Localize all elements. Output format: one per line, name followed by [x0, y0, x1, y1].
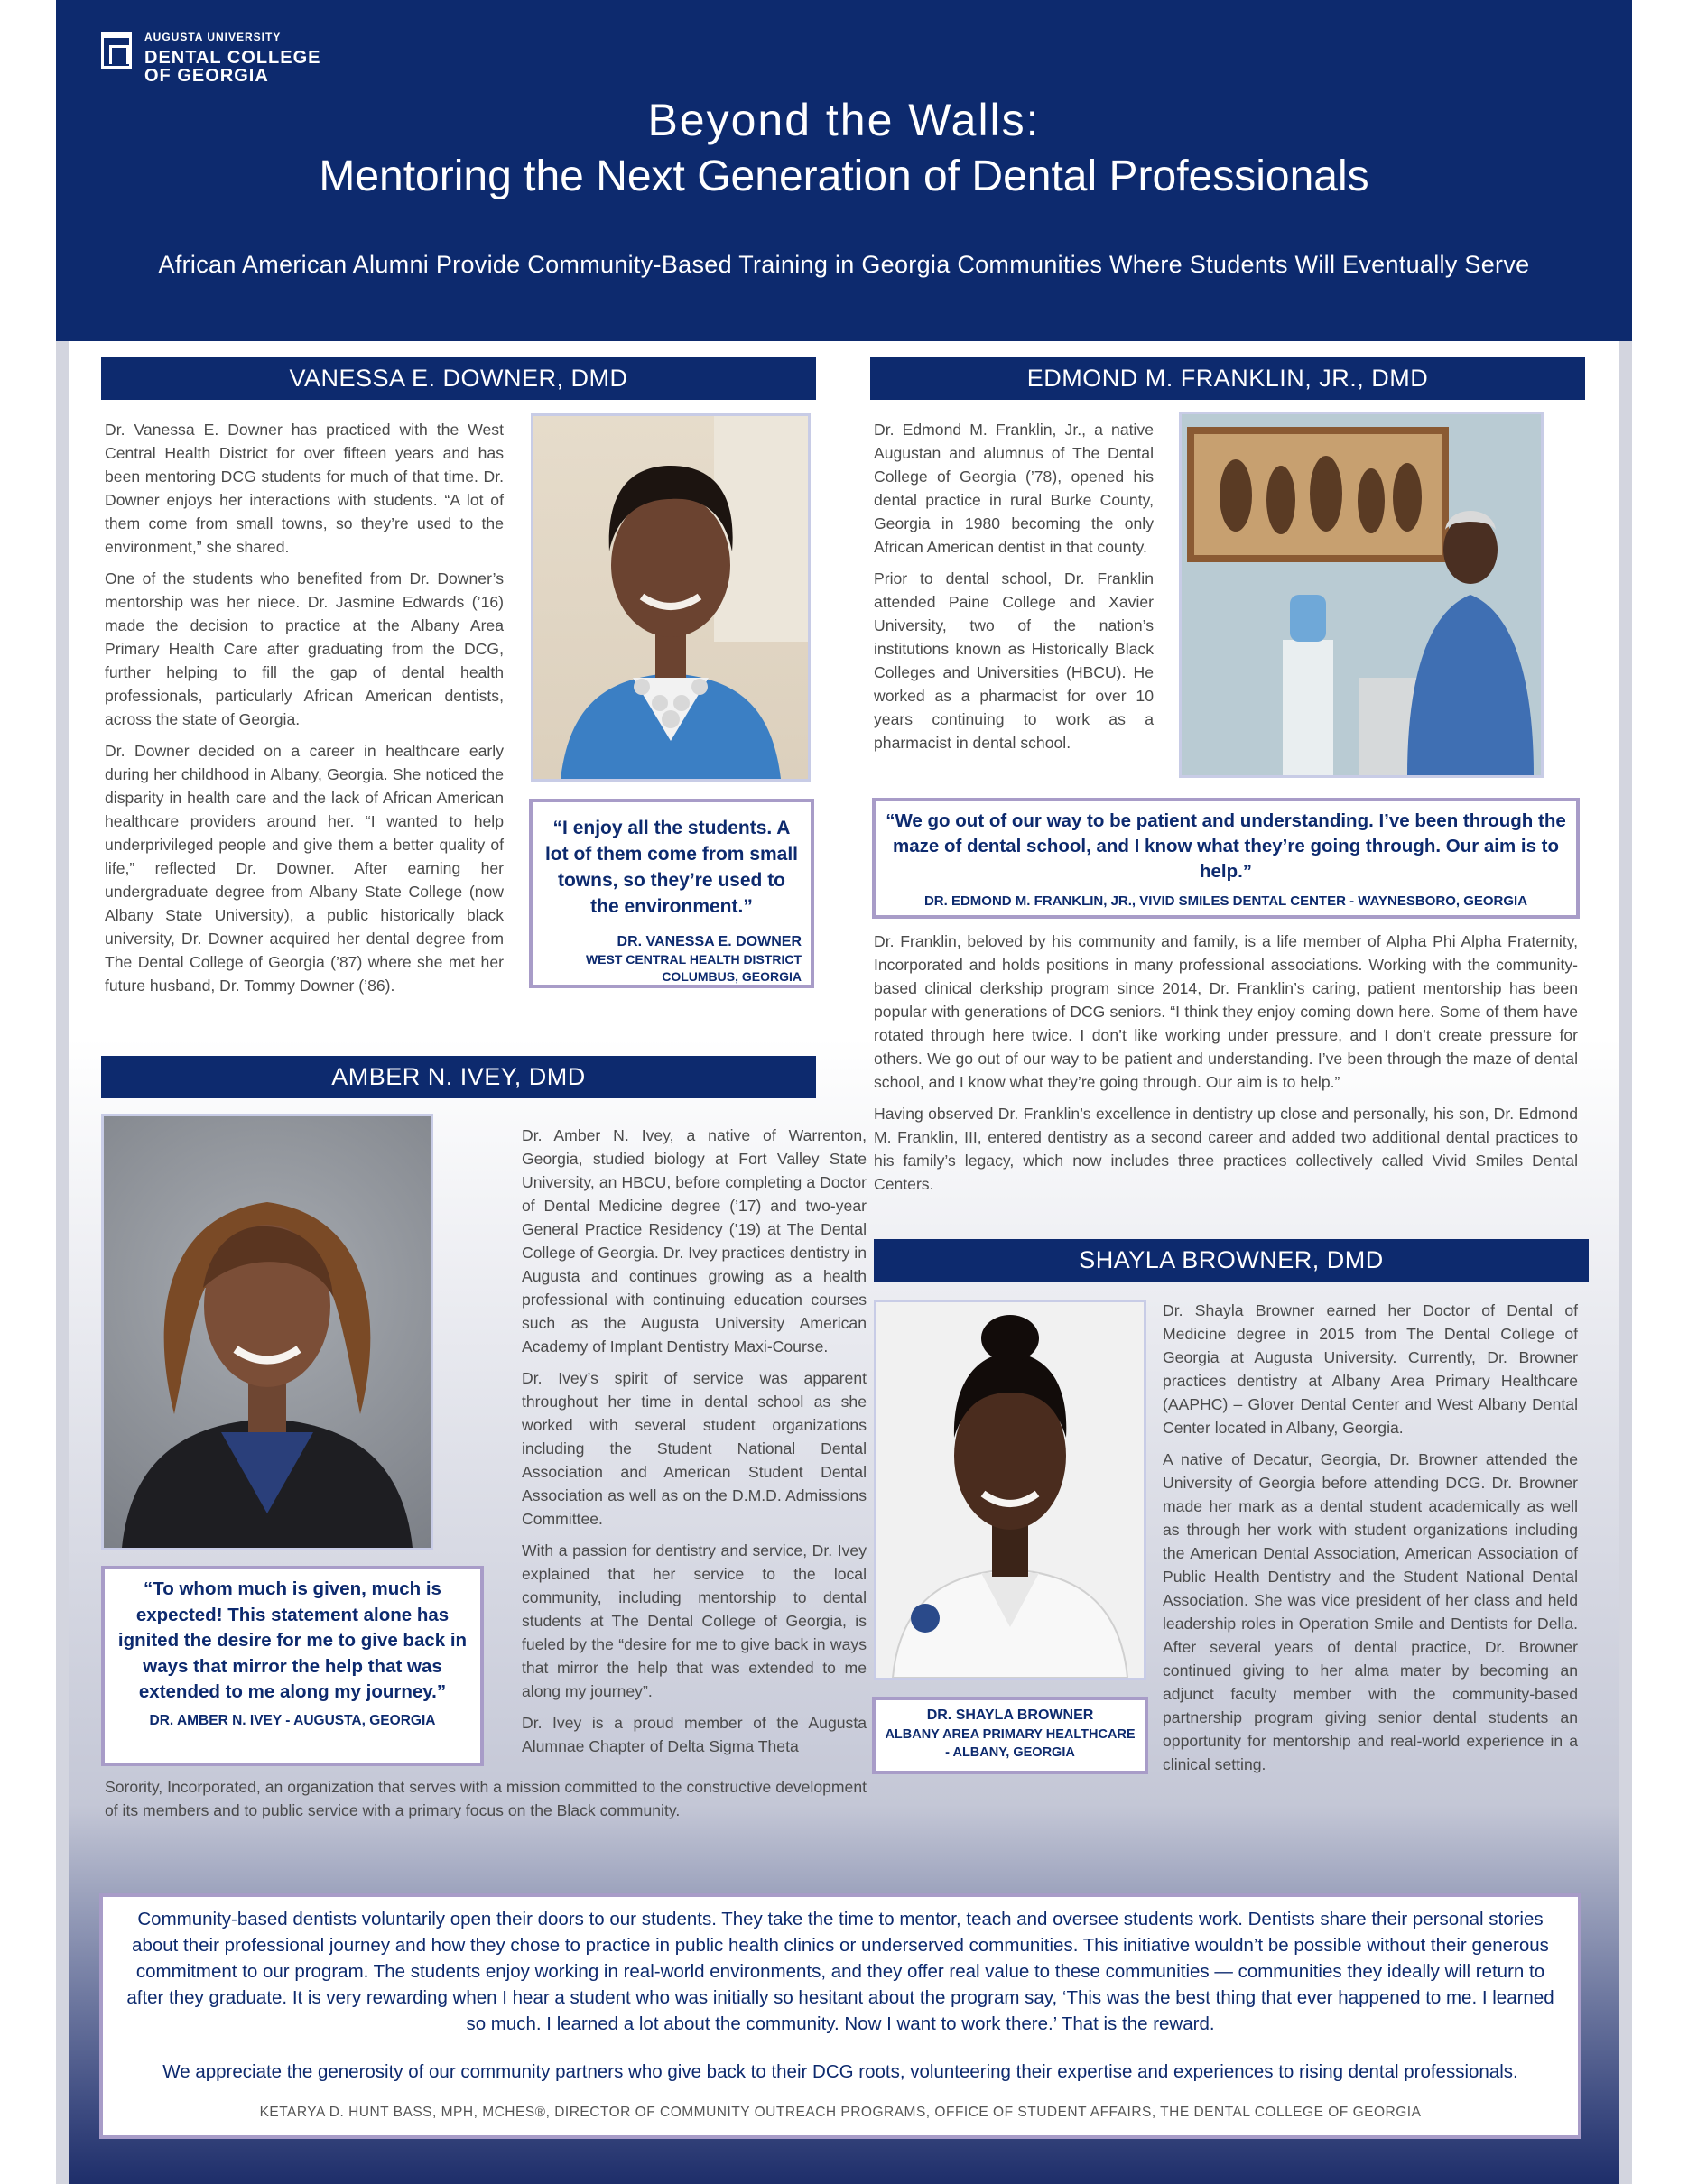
section-heading-ivey: AMBER N. IVEY, DMD — [101, 1056, 816, 1098]
frame-left — [56, 341, 69, 2184]
closing-paragraph: Community-based dentists voluntarily open their doors to our students. They take the time to mentor, teach and oversee students work. Dentists share their personal stories about their professional journey and how they chose to practice in public health clinics or underserved communities. This initiative wouldn’t be possible without their generous commitment to our program. The students enjoy working in real-world environments, and they offer real value to these communities — communities they ideally will return to after they graduate. It is very rewarding when I hear a student who was initially so hesitant about the program say, ‘This was the best thing that ever happened to me. I learned so much. I learned a lot about the community. Now I want to work there.’ That is the reward. — [126, 1909, 1554, 2034]
ivey-bio-p1: Dr. Amber N. Ivey, a native of Warrenton, Georgia, studied biology at Fort Valley State University, an HBCU, before completing a Doctor of Dental Medicine degree (’17) and two-year General Practice Residency (’19) at The Dental College of Georgia. Dr. Ivey practices dentistry in Augusta and continues growing as a health professional with continuing education courses such as the Augusta University American Academy of Implant Dentistry Maxi-Course. — [522, 1126, 867, 1356]
poster-title-line-1: Beyond the Walls: — [647, 95, 1041, 145]
downer-attr-location: COLUMBUS, GEORGIA — [662, 969, 802, 984]
downer-bio-p3: Dr. Downer decided on a career in healthcare early during her childhood in Albany, Georgia. She noticed the disparity in health care and the lack of African American healthcare providers around her. “I wanted to help underprivileged people and give them a better quality of life,” reflected Dr. Downer. After earning her undergraduate degree from Albany State College (now Albany State University), a public historically black university, Dr. Downer acquired her dental degree from The Dental College of Georgia (’87) where she met her future husband, Dr. Tommy Downer (’86). — [105, 742, 504, 995]
browner-bio — [1163, 1299, 1578, 1784]
franklin-bio-bottom — [874, 930, 1578, 1204]
browner-attr-org: ALBANY AREA PRIMARY HEALTHCARE — [885, 1727, 1136, 1742]
ivey-photo — [101, 1114, 433, 1550]
ivey-bio-p4a: Dr. Ivey is a proud member of the Augusta Alumnae Chapter of Delta Sigma Theta — [522, 1714, 867, 1755]
downer-photo — [531, 413, 811, 782]
downer-bio-p1: Dr. Vanessa E. Downer has practiced with the West Central Health District for over fifteen years and has been mentoring DCG students for much of that time. Dr. Downer enjoys her interactions with students. “A lot of them come from small towns, so they’re used to the environment,” she shared. — [105, 421, 504, 556]
browner-photo — [874, 1300, 1146, 1680]
frame-right — [1619, 341, 1632, 2184]
downer-quote: “I enjoy all the students. A lot of them come from small towns, so they’re used to the environment.” — [544, 818, 799, 917]
ivey-bio — [522, 1124, 867, 1766]
ivey-bio-continued — [105, 1775, 867, 1830]
closing-thanks: We appreciate the generosity of our community partners who give back to their DCG roots, volunteering their expertise and experiences to rising dental professionals. — [162, 2061, 1518, 2082]
poster-title-line-2: Mentoring the Next Generation of Dental Professionals — [319, 153, 1369, 200]
franklin-bio-top — [874, 418, 1154, 763]
section-heading-downer: VANESSA E. DOWNER, DMD — [101, 357, 816, 400]
franklin-bio-p2: Prior to dental school, Dr. Franklin attended Paine College and Xavier University, two of the nation’s institutions known as Historically Black Colleges and Universities (HBCU). He worked as a pharmacist for over 10 years continuing to work as a pharmacist in dental school. — [874, 569, 1154, 752]
browner-portrait-illustration — [876, 1302, 1144, 1678]
downer-bio — [105, 418, 504, 1005]
downer-attr-name: DR. VANESSA E. DOWNER — [617, 934, 802, 949]
franklin-bio-p3: Dr. Franklin, beloved by his community and family, is a life member of Alpha Phi Alpha Fraternity, Incorporated and holds positions in many professional associations. Working with the community-based clinical clerkship program since 2014, Dr. Franklin’s caring, patient mentorship has been popular with generations of DCG seniors. “I think they enjoy coming down here. Some of them have rotated through here twice. I don’t like working under pressure, and I don’t create pressure for others. We go out of our way to be patient and understanding. I’ve been through the maze of dental school, and I know what they’re going through. Our aim is to help.” — [874, 932, 1578, 1091]
closing-author: KETARYA D. HUNT BASS, MPH, MCHES®, DIRECTOR OF COMMUNITY OUTREACH PROGRAMS, OFFICE OF STUDENT AFFAIRS, THE DENTAL COLLEGE OF GEORGIA — [259, 2105, 1422, 2120]
ivey-quote: “To whom much is given, much is expected! This statement alone has ignited the desire for me to give back in ways that mirror the help that was extended to me along my journey.” — [117, 1578, 468, 1702]
closing-statement-box — [99, 1893, 1581, 2139]
franklin-bio-p4: Having observed Dr. Franklin’s excellence in dentistry up close and personally, his son, Dr. Edmond M. Franklin, III, entered dentistry as a second career and added two additional dental practices to his family’s legacy, which now includes three practices collectively called Vivid Smiles Dental Centers. — [874, 1105, 1578, 1193]
browner-attr-location: - ALBANY, GEORGIA — [945, 1745, 1075, 1760]
downer-attr-org: WEST CENTRAL HEALTH DISTRICT — [585, 952, 802, 967]
ivey-bio-p2: Dr. Ivey’s spirit of service was apparent throughout her time in dental school as she worked with several student organizations including the Student National Dental Association and American Student Dental Association as well as on the D.M.D. Admissions Committee. — [522, 1369, 867, 1528]
franklin-attribution: DR. EDMOND M. FRANKLIN, JR., VIVID SMILES DENTAL CENTER - WAYNESBORO, GEORGIA — [923, 893, 1528, 909]
university-shield-icon — [101, 32, 132, 69]
downer-bio-p2: One of the students who benefited from Dr. Downer’s mentorship was her niece. Dr. Jasmine Edwards (’16) made the decision to practice at the Albany Area Primary Health Care after graduating from the DCG, further helping to fill the gap of dental health professionals, particularly African American dentists, across the state of Georgia. — [105, 569, 504, 728]
logo-line-2: OF GEORGIA — [144, 66, 269, 86]
browner-attr-name: DR. SHAYLA BROWNER — [926, 1707, 1094, 1723]
ivey-quote-box — [101, 1566, 484, 1766]
poster-header — [56, 0, 1632, 341]
downer-attribution — [542, 932, 802, 986]
logo-college-name — [144, 49, 320, 85]
franklin-photo — [1179, 412, 1544, 778]
ivey-bio-p4b: Sorority, Incorporated, an organization that serves with a mission committed to the constructive development of its members and to public service with a primary focus on the Black community. — [105, 1778, 867, 1819]
franklin-bio-p1: Dr. Edmond M. Franklin, Jr., a native Augustan and alumnus of The Dental College of Georgia (’78), opened his dental practice in rural Burke County, Georgia in 1980 becoming the only African American dentist in that county. — [874, 421, 1154, 556]
browner-bio-p1: Dr. Shayla Browner earned her Doctor of Dental of Medicine degree in 2015 from The Dental College of Georgia at Augusta University. Currently, Dr. Browner practices dentistry at Albany Area Primary Healthcare (AAPHC) – Glover Dental Center and West Albany Dental Center located in Albany, Georgia. — [1163, 1301, 1578, 1437]
downer-portrait-illustration — [533, 416, 808, 779]
franklin-quote-box — [872, 798, 1580, 919]
browner-caption-box — [872, 1697, 1148, 1774]
franklin-quote: “We go out of our way to be patient and understanding. I’ve been through the maze of dental school, and I know what they’re going through. Our aim is to help.” — [886, 810, 1566, 882]
ivey-portrait-illustration — [104, 1116, 431, 1548]
logo-line-1: DENTAL COLLEGE — [144, 48, 321, 68]
poster — [56, 0, 1632, 2184]
franklin-office-illustration — [1182, 414, 1541, 775]
ivey-attribution: DR. AMBER N. IVEY - AUGUSTA, GEORGIA — [149, 1712, 436, 1728]
ivey-bio-p3: With a passion for dentistry and service, Dr. Ivey explained that her service to the local community, including mentorship to dental students at The Dental College of Georgia, is fueled by the “desire for me to give back in ways that mirror the help that was extended to me along my journey”. — [522, 1541, 867, 1700]
section-heading-franklin: EDMOND M. FRANKLIN, JR., DMD — [870, 357, 1585, 400]
browner-bio-p2: A native of Decatur, Georgia, Dr. Browner attended the University of Georgia before attending DCG. Dr. Browner made her mark as a dental student academically as well as through her work with student organizations including the American Dental Association, American Association of Public Health Dentistry and the Student National Dental Association. She was vice president of her class and held leadership roles in Operation Smile and Dentists for Della. After several years of dental practice, Dr. Browner continued giving to her alma mater by becoming an adjunct faculty member with the community-based partnership program giving senior dental students an opportunity for mentorship and real-world experience in a clinical setting. — [1163, 1450, 1578, 1773]
downer-quote-box — [529, 799, 814, 988]
logo-university-name: AUGUSTA UNIVERSITY — [144, 31, 282, 43]
section-heading-browner: SHAYLA BROWNER, DMD — [874, 1239, 1589, 1282]
poster-subtitle: African American Alumni Provide Community-Based Training in Georgia Communities Where Students Will Eventually Serve — [158, 251, 1530, 278]
